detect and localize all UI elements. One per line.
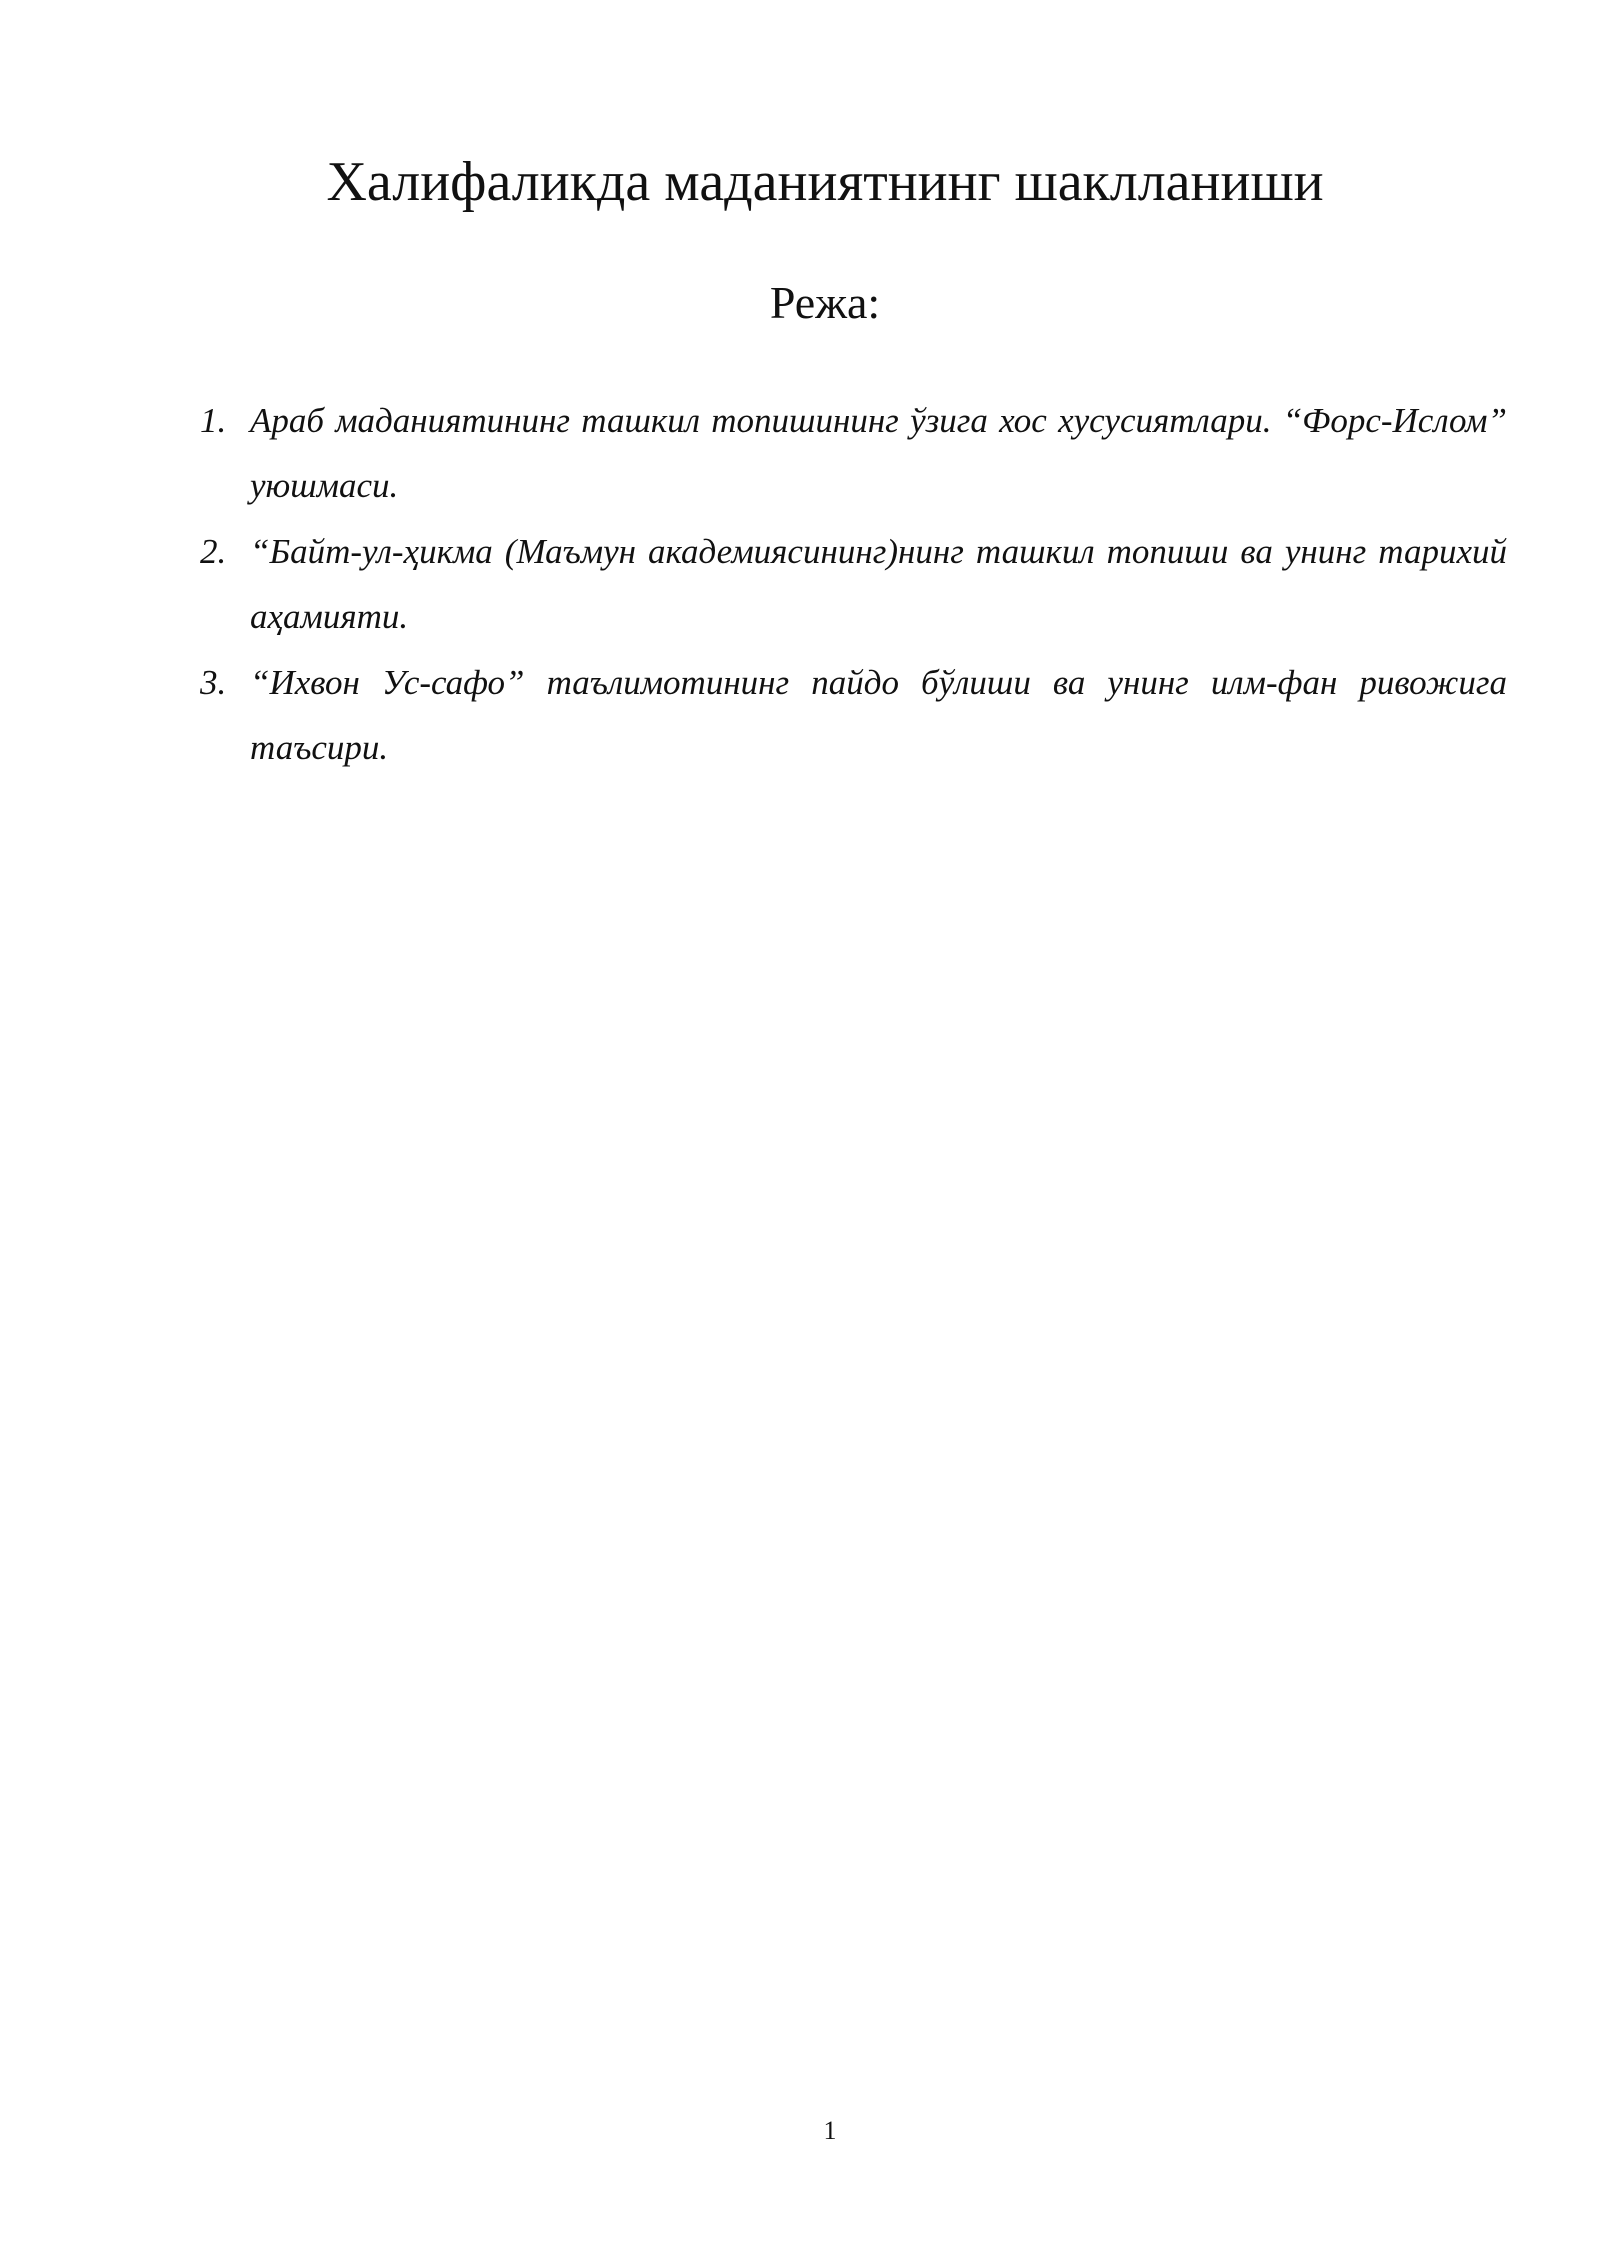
- plan-item-number: 3.: [200, 663, 227, 702]
- plan-list: [200, 388, 1507, 781]
- plan-item-text: “Байт-ул-ҳикма (Маъмун академиясининг)нинг ташкил топиши ва унинг тарихий аҳамияти.: [250, 532, 1507, 636]
- plan-item-number: 2.: [200, 532, 227, 571]
- plan-heading: Режа:: [769, 277, 881, 328]
- plan-item: [200, 388, 1507, 518]
- plan-item-text: “Ихвон Ус-сафо” таълимотининг пайдо бўлиши ва унинг илм-фан ривожига таъсири.: [250, 663, 1507, 767]
- plan-item: [200, 650, 1507, 780]
- plan-item-number: 1.: [200, 401, 227, 440]
- page-number: 1: [823, 2116, 837, 2145]
- plan-item-text: Араб маданиятининг ташкил топишининг ўзига хос хусусиятлари. “Форс-Ислом” уюшмаси.: [250, 401, 1507, 505]
- plan-item: [200, 519, 1507, 649]
- page-title: Халифаликда маданиятнинг шаклланиши: [326, 151, 1324, 213]
